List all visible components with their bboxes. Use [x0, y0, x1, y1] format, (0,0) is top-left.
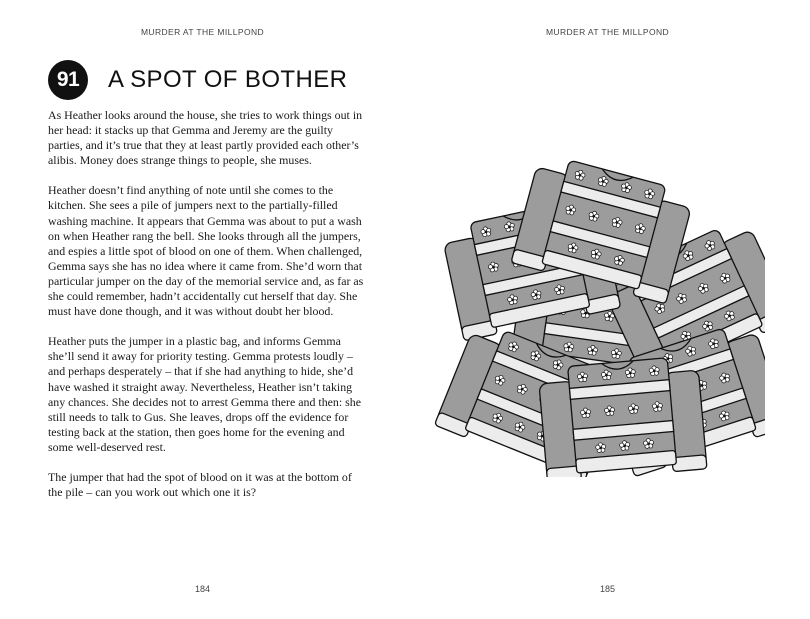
- paragraph: As Heather looks around the house, she tries to work things out in her head: it stacks up that Gemma and Jeremy are the guilty parties, and it’s true that they at least partly provided each other’s alibis. Money does strange things to people, she muses.: [48, 108, 363, 168]
- page-number-left: 184: [194, 584, 211, 594]
- running-head-left: MURDER AT THE MILLPOND: [140, 27, 265, 37]
- jumper-pile-illustration: [430, 122, 765, 477]
- running-head-right: MURDER AT THE MILLPOND: [545, 27, 670, 37]
- body-text: [48, 108, 366, 515]
- paragraph: Heather doesn’t find anything of note until she comes to the kitchen. She sees a pile of jumpers next to the partially-filled washing machine. It appears that Gemma was about to put a wash on when Heather rang the bell. She looks through all the jumpers, and espies a little spot of blood on one of them. When challenged, Gemma says she has no idea where it came from. She’d worn that particular jumper on the day of the memorial service and, as far as she could remember, hadn’t accidentally cut herself that day. She must have done though, and it was without doubt her blood.: [48, 183, 364, 319]
- paragraph: Heather puts the jumper in a plastic bag, and informs Gemma she’ll send it away for priority testing. Gemma protests loudly – and perhaps desperately – that if she had anything to hide, she’d have washed it straight away. Nevertheless, Heather isn’t taking any chances. She decides not to arrest Gemma there and then: she still needs to talk to Gus. She leaves, drops off the evidence for testing back at the station, then goes home for the evening and some well-deserved rest.: [48, 334, 362, 454]
- chapter-title: A SPOT OF BOTHER: [108, 66, 348, 93]
- chapter-number-badge: 91: [48, 60, 88, 100]
- right-page: [405, 0, 810, 619]
- jumper-pile: [434, 152, 765, 477]
- paragraph: The jumper that had the spot of blood on it was at the bottom of the pile – can you work out which one it is?: [48, 469, 352, 500]
- page-number-right: 185: [599, 584, 616, 594]
- chapter-heading: [48, 60, 347, 100]
